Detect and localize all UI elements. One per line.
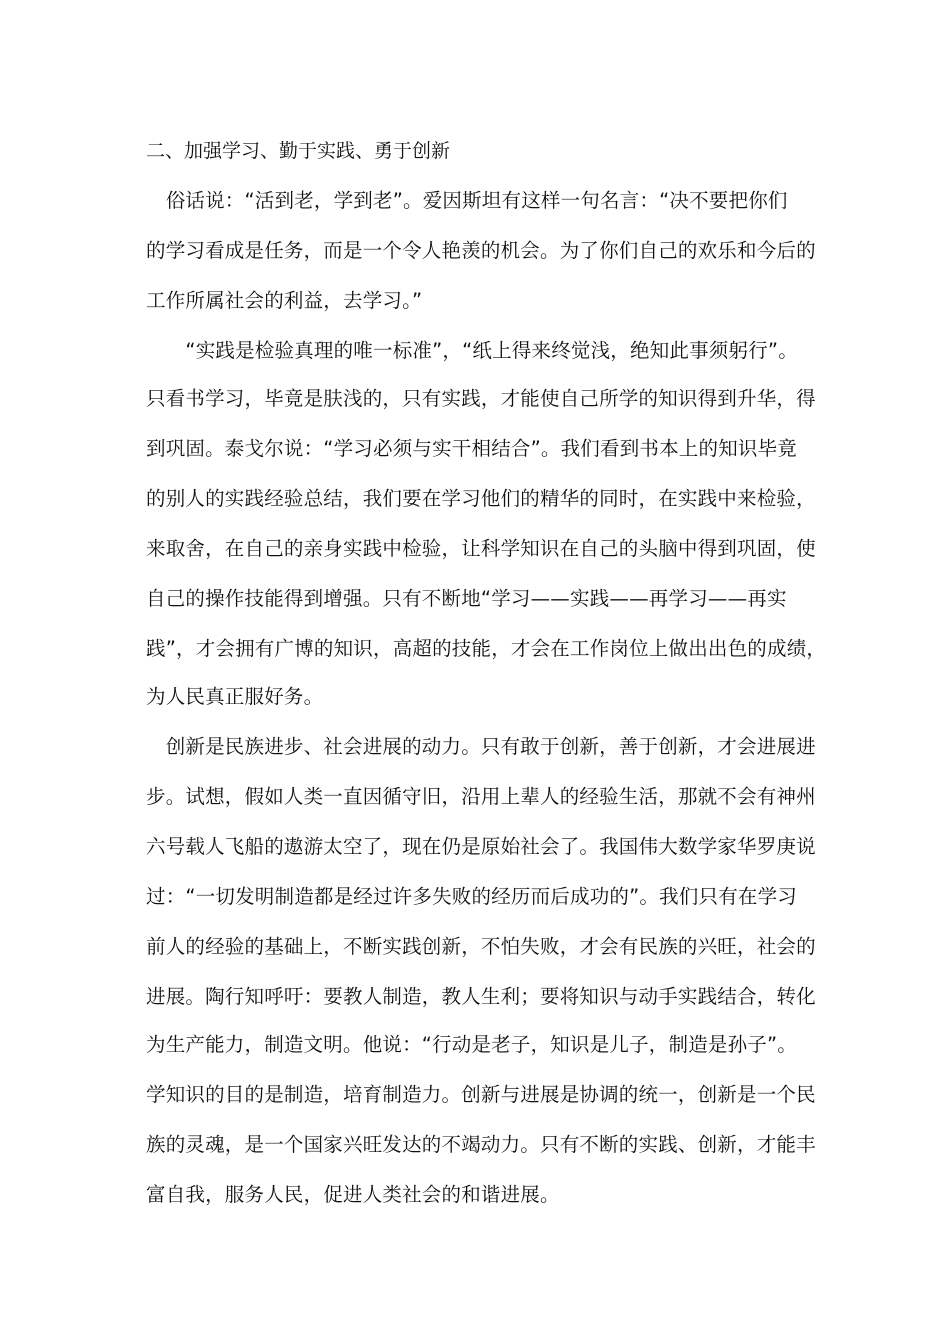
paragraph-2-line-5: 来取舍，在自己的亲身实践中检验，让科学知识在自己的头脑中得到巩固，使 — [146, 537, 816, 560]
paragraph-1-line-1: 俗话说：“活到老，学到老”。爱因斯坦有这样一句名言：“决不要把你们 — [146, 189, 788, 212]
paragraph-2-line-7: 践”，才会拥有广博的知识，高超的技能，才会在工作岗位上做出出色的成绩， — [146, 637, 827, 660]
paragraph-3-line-4: 过：“一切发明制造都是经过许多失败的经历而后成功的”。我们只有在学习 — [146, 885, 798, 908]
paragraph-3-line-7: 为生产能力，制造文明。他说：“行动是老子，知识是儿子，制造是孙子”。 — [146, 1033, 798, 1056]
paragraph-2-line-4: 的别人的实践经验总结，我们要在学习他们的精华的同时，在实践中来检验， — [146, 487, 816, 510]
paragraph-2-line-8: 为人民真正服好务。 — [146, 685, 324, 708]
paragraph-2-line-1: “实践是检验真理的唯一标准”，“纸上得来终觉浅，绝知此事须躬行”。 — [146, 339, 798, 362]
paragraph-2-line-2: 只看书学习，毕竟是肤浅的，只有实践，才能使自己所学的知识得到升华，得 — [146, 387, 816, 410]
paragraph-3-line-10: 富自我，服务人民，促进人类社会的和谐进展。 — [146, 1183, 560, 1206]
paragraph-3-line-8: 学知识的目的是制造，培育制造力。创新与进展是协调的统一，创新是一个民 — [146, 1083, 816, 1106]
paragraph-3-line-5: 前人的经验的基础上，不断实践创新，不怕失败，才会有民族的兴旺，社会的 — [146, 935, 816, 958]
paragraph-2-line-6: 自己的操作技能得到增强。只有不断地“学习——实践——再学习——再实 — [146, 587, 787, 610]
paragraph-1-line-2: 的学习看成是任务，而是一个令人艳羡的机会。为了你们自己的欢乐和今后的 — [146, 239, 816, 262]
paragraph-2-line-3: 到巩固。泰戈尔说：“学习必须与实干相结合”。我们看到书本上的知识毕竟 — [146, 437, 798, 460]
paragraph-3-line-2: 步。试想，假如人类一直因循守旧，沿用上辈人的经验生活，那就不会有神州 — [146, 785, 816, 808]
paragraph-1-line-3: 工作所属社会的利益，去学习。” — [146, 289, 423, 312]
paragraph-3-line-6: 进展。陶行知呼吁：要教人制造，教人生利；要将知识与动手实践结合，转化 — [146, 985, 816, 1008]
section-heading: 二、加强学习、勤于实践、勇于创新 — [146, 140, 451, 162]
paragraph-3-line-9: 族的灵魂，是一个国家兴旺发达的不竭动力。只有不断的实践、创新，才能丰 — [146, 1133, 816, 1156]
paragraph-3-line-3: 六号载人飞船的遨游太空了，现在仍是原始社会了。我国伟大数学家华罗庚说 — [146, 835, 816, 858]
paragraph-3-line-1: 创新是民族进步、社会进展的动力。只有敢于创新，善于创新，才会进展进 — [146, 735, 816, 758]
